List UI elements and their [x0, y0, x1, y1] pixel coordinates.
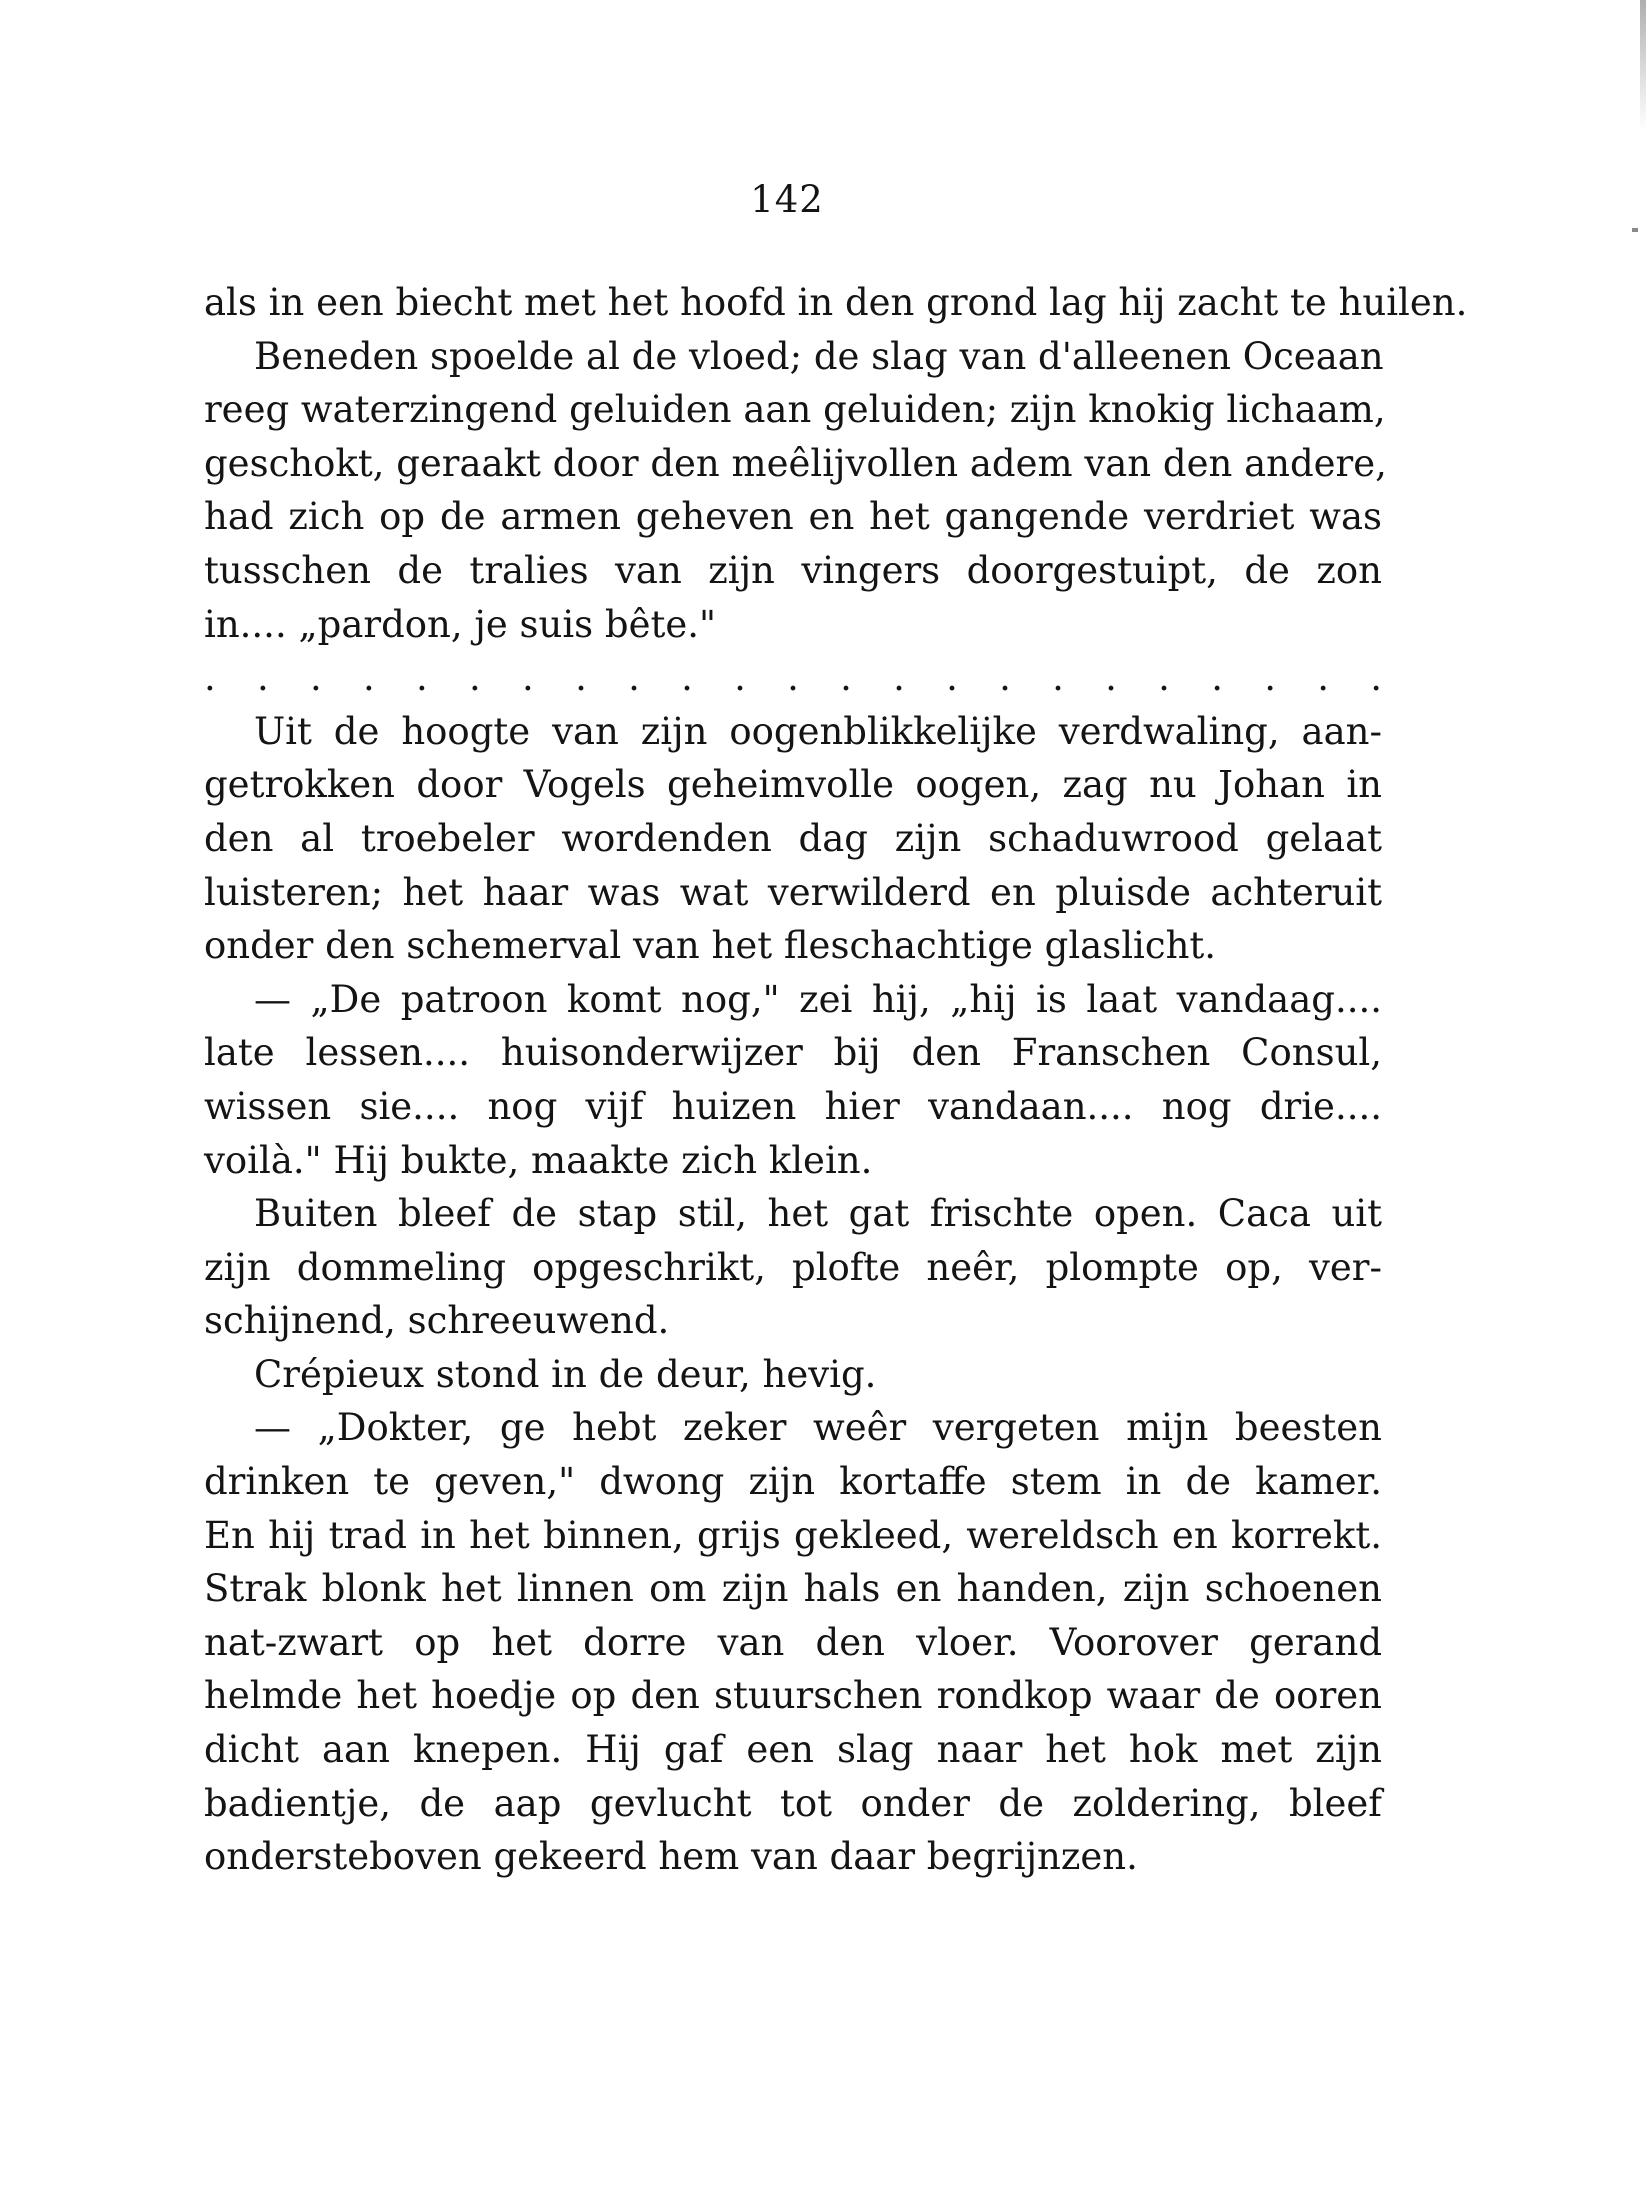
text-line: den al troebeler wordenden dag zijn schaduwrood gelaat [204, 816, 1382, 860]
text-line: in.... „pardon, je suis bête." [204, 602, 717, 646]
text-line: nat-zwart op het dorre van den vloer. Voorover gerand [204, 1620, 1382, 1664]
text-line: — „Dokter, ge hebt zeker weêr vergeten mijn beesten [254, 1406, 1382, 1450]
text-line: helmde het hoedje op den stuurschen rondkop waar de ooren [204, 1674, 1382, 1718]
text-line: wissen sie.... nog vijf huizen hier vandaan.... nog drie.... [204, 1084, 1382, 1128]
text-line: schijnend, schreeuwend. [204, 1299, 670, 1343]
text-line: Beneden spoelde al de vloed; de slag van d'alleenen Oceaan [254, 334, 1384, 378]
text-line: drinken te geven," dwong zijn kortaffe stem in de kamer. [204, 1460, 1382, 1504]
scan-edge-mark [1632, 228, 1638, 232]
scan-edge-shadow [1640, 0, 1646, 130]
text-line: En hij trad in het binnen, grijs gekleed, wereldsch en korrekt. [204, 1513, 1382, 1557]
text-line: getrokken door Vogels geheimvolle oogen, zag nu Johan in [204, 763, 1382, 807]
text-line: reeg waterzingend geluiden aan geluiden; zijn knokig lichaam, [204, 388, 1386, 432]
text-line: Crépieux stond in de deur, hevig. [254, 1352, 877, 1396]
text-line: — „De patroon komt nog," zei hij, „hij is laat vandaag.... [254, 977, 1382, 1021]
text-line: Strak blonk het linnen om zijn hals en handen, zijn schoenen [204, 1567, 1382, 1611]
text-line: ondersteboven gekeerd hem van daar begrijnzen. [204, 1835, 1138, 1879]
text-line: als in een biecht met het hoofd in den grond lag hij zacht te huilen. [204, 281, 1468, 324]
text-line: Buiten bleef de stap stil, het gat frischte open. Caca uit [254, 1192, 1382, 1236]
page-number: 142 [750, 178, 824, 221]
body-text [204, 276, 1468, 1884]
text-line: tusschen de tralies van zijn vingers doorgestuipt, de zon [204, 548, 1382, 592]
text-line: geschokt, geraakt door den meêlijvollen adem van den andere, [204, 441, 1387, 485]
text-line: zijn dommeling opgeschrikt, plofte neêr, plompte op, ver- [204, 1245, 1382, 1289]
text-line: Uit de hoogte van zijn oogenblikkelijke verdwaling, aan- [254, 709, 1382, 753]
text-line: badientje, de aap gevlucht tot onder de zoldering, bleef [204, 1781, 1382, 1825]
section-separator-dots: . . . . . . . . . . . . . . . . . . . . . . . [204, 656, 1382, 700]
text-line: had zich op de armen geheven en het gangende verdriet was [204, 495, 1382, 539]
text-line: luisteren; het haar was wat verwilderd en pluisde achteruit [204, 870, 1382, 914]
text-line: dicht aan knepen. Hij gaf een slag naar het hok met zijn [204, 1728, 1382, 1772]
text-line: onder den schemerval van het fleschachtige glaslicht. [204, 924, 1217, 968]
text-line: late lessen.... huisonderwijzer bij den Franschen Consul, [204, 1031, 1382, 1075]
text-line: voilà." Hij bukte, maakte zich klein. [204, 1138, 873, 1182]
